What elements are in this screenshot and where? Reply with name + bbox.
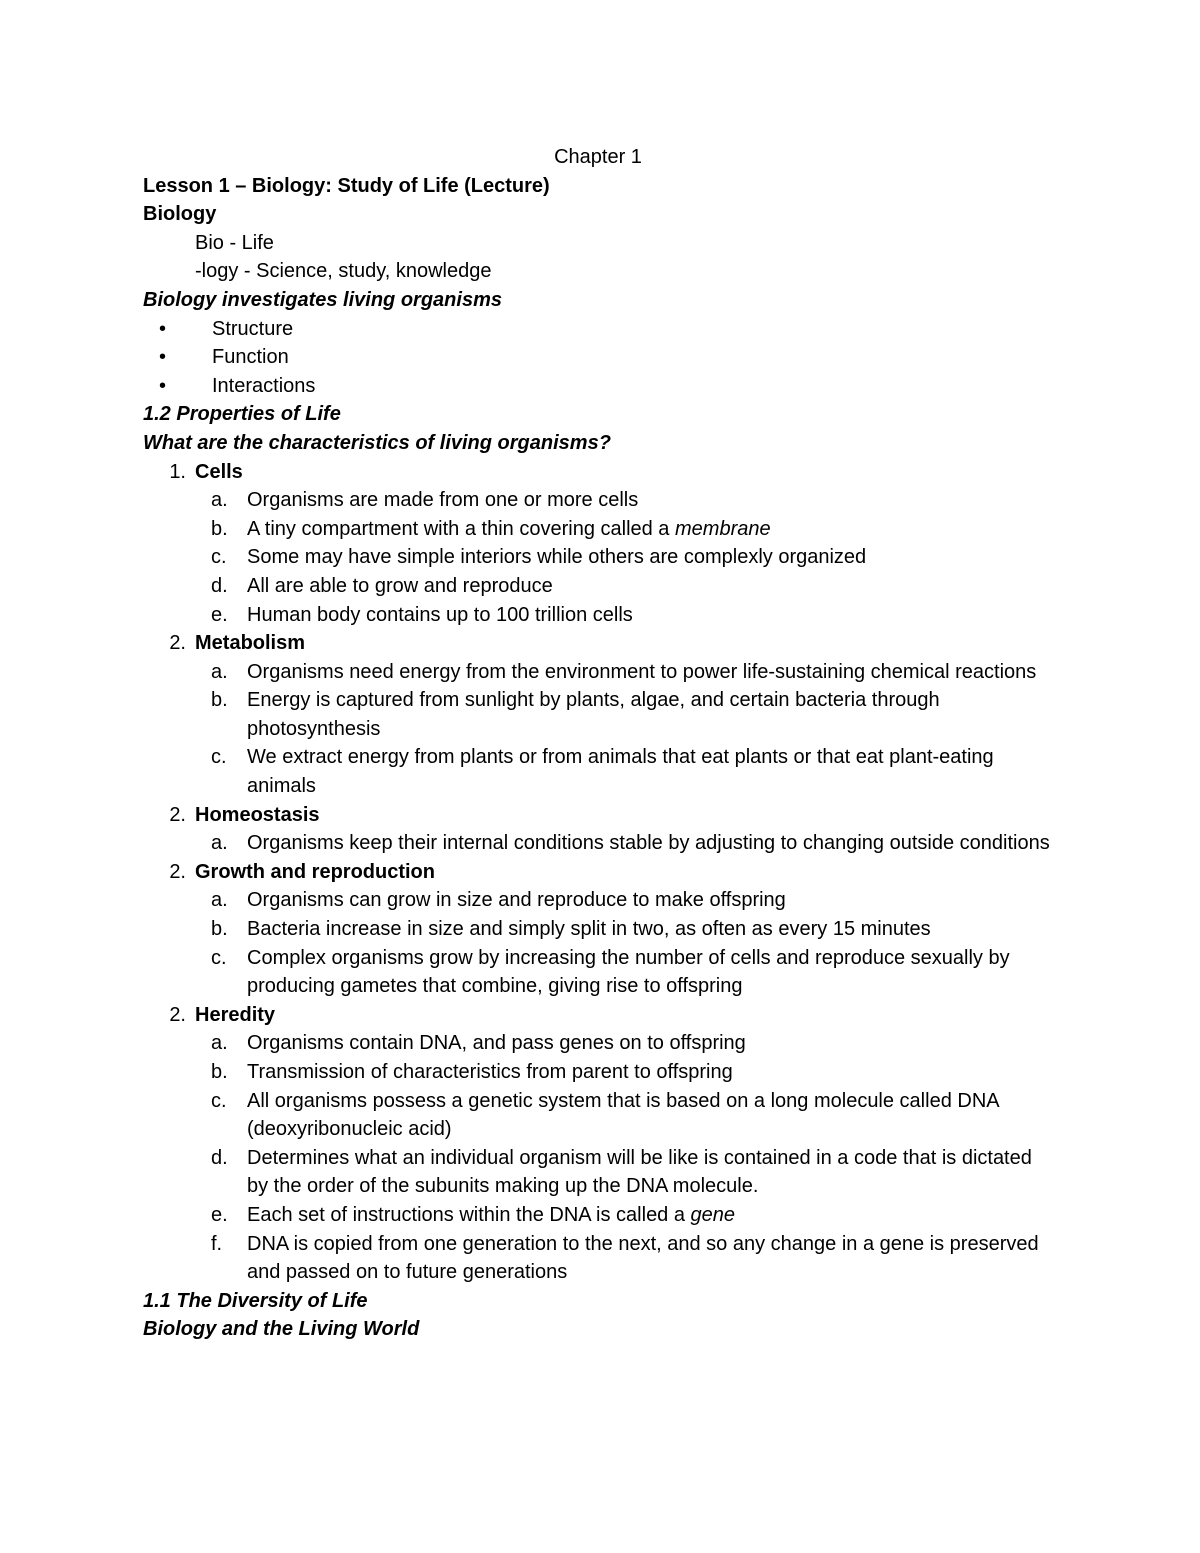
- bullet-text: Interactions: [212, 374, 316, 397]
- sub-item-text-wrap: [247, 1144, 1053, 1201]
- bullet-glyph: •: [159, 346, 167, 369]
- sub-item: [143, 1201, 1053, 1230]
- sub-item-letter: a.: [211, 660, 228, 683]
- sub-item-text: All are able to grow and reproduce: [247, 574, 553, 597]
- characteristics-question: What are the characteristics of living organisms?: [143, 431, 611, 454]
- item-number: 2.: [169, 803, 186, 826]
- sub-item-indent: [143, 601, 195, 630]
- sub-item-text: Human body contains up to 100 trillion cells: [247, 603, 633, 626]
- sub-item-text-wrap: [247, 486, 1053, 515]
- sub-item-letter: f.: [211, 1232, 223, 1255]
- sub-item-indent: [143, 944, 195, 1001]
- sub-item-indent: [143, 1058, 195, 1087]
- sub-item-indent: [143, 1029, 195, 1058]
- biology-heading: Biology: [143, 203, 217, 226]
- sub-item-indent: [143, 1087, 195, 1144]
- numbered-list: [143, 458, 1053, 1287]
- numbered-item: [143, 801, 1053, 830]
- chapter-title: Chapter 1: [554, 146, 642, 168]
- sub-item-letter: a.: [211, 889, 228, 912]
- sub-item-indent: [143, 1201, 195, 1230]
- sub-item: [143, 486, 1053, 515]
- numbered-item: [143, 629, 1053, 658]
- sub-item: [143, 1058, 1053, 1087]
- item-title: Metabolism: [195, 632, 306, 655]
- sub-item-text-wrap: [247, 543, 1053, 572]
- sub-item-text: Some may have simple interiors while others are complexly organized: [247, 546, 867, 569]
- item-title: Cells: [195, 460, 243, 483]
- sub-item-letter: a.: [211, 832, 228, 855]
- item-title: Homeostasis: [195, 803, 320, 826]
- sub-item-letter: c.: [211, 1089, 227, 1112]
- sub-item-letter: b.: [211, 1061, 228, 1083]
- sub-item-text: A tiny compartment with a thin covering called a: [247, 517, 675, 540]
- sub-item-text: Bacteria increase in size and simply split in two, as often as every 15 minutes: [247, 918, 931, 941]
- sub-item: [143, 1144, 1053, 1201]
- sub-item: [143, 915, 1053, 944]
- sub-item: [143, 886, 1053, 915]
- bullet-list: [143, 315, 1053, 401]
- sub-item-emphasis: gene: [690, 1203, 736, 1226]
- sub-item-letter: d.: [211, 1146, 228, 1169]
- sub-item-indent: [143, 572, 195, 601]
- sub-item-indent: [143, 658, 195, 687]
- sub-item: [143, 572, 1053, 601]
- sub-item-letter: c.: [211, 746, 227, 769]
- bullet-item: [143, 343, 1053, 372]
- section-properties-heading: 1.2 Properties of Life: [143, 403, 341, 426]
- item-number: 1.: [169, 460, 186, 483]
- sub-item: [143, 944, 1053, 1001]
- sub-item-text-wrap: [247, 601, 1053, 630]
- sub-item-emphasis: membrane: [675, 517, 771, 540]
- sub-item: [143, 543, 1053, 572]
- sub-item-indent: [143, 1144, 195, 1201]
- numbered-item: [143, 1001, 1053, 1030]
- sub-item-text: Transmission of characteristics from parent to offspring: [247, 1061, 733, 1083]
- sub-item-text-wrap: [247, 1230, 1053, 1287]
- sub-item-letter: e.: [211, 603, 228, 626]
- living-world-heading: Biology and the Living World: [143, 1318, 420, 1341]
- sub-item-text: Organisms are made from one or more cells: [247, 489, 639, 512]
- sub-item-letter: c.: [211, 546, 227, 569]
- sub-item-text-wrap: [247, 944, 1053, 1001]
- sub-item-letter: c.: [211, 946, 227, 969]
- sub-item-text-wrap: [247, 515, 1053, 544]
- logy-definition: -logy - Science, study, knowledge: [195, 260, 492, 283]
- sub-item-text-wrap: [247, 743, 1053, 800]
- lesson-title: Lesson 1 – Biology: Study of Life (Lecture): [143, 174, 550, 197]
- sub-item: [143, 743, 1053, 800]
- sub-item-text: Organisms need energy from the environment to power life-sustaining chemical reactions: [247, 660, 1037, 683]
- sub-item-text-wrap: [247, 829, 1053, 858]
- sub-item-text-wrap: [247, 686, 1053, 743]
- sub-item: [143, 829, 1053, 858]
- item-number: 2.: [169, 632, 186, 655]
- sub-item-text-wrap: [247, 1058, 1053, 1087]
- sub-item-text-wrap: [247, 915, 1053, 944]
- sub-item: [143, 601, 1053, 630]
- sub-item-text: Determines what an individual organism will be like is contained in a code that is dictated by the order of the subunits making up the DNA molecule.: [247, 1146, 1032, 1198]
- item-number: 2.: [169, 1003, 186, 1026]
- bullet-text: Structure: [212, 317, 294, 340]
- sub-item-text: Organisms can grow in size and reproduce to make offspring: [247, 889, 786, 912]
- sub-item-letter: a.: [211, 1032, 228, 1055]
- bullet-glyph: •: [159, 317, 167, 340]
- bullet-glyph: •: [159, 374, 167, 397]
- item-title: Growth and reproduction: [195, 860, 435, 883]
- sub-item-text: We extract energy from plants or from animals that eat plants or that eat plant-eating animals: [247, 746, 994, 798]
- sub-item-indent: [143, 829, 195, 858]
- section-diversity-heading: 1.1 The Diversity of Life: [143, 1289, 368, 1312]
- item-number: 2.: [169, 860, 186, 883]
- bullet-item: [143, 372, 1053, 401]
- sub-item-text: Energy is captured from sunlight by plants, algae, and certain bacteria through photosynthesis: [247, 689, 940, 740]
- sub-item-indent: [143, 543, 195, 572]
- sub-item: [143, 1087, 1053, 1144]
- sub-item-indent: [143, 915, 195, 944]
- sub-item-letter: b.: [211, 689, 228, 712]
- sub-item-text-wrap: [247, 658, 1053, 687]
- sub-item-text: All organisms possess a genetic system that is based on a long molecule called DNA (deoxyribonucleic acid): [247, 1089, 999, 1141]
- sub-item-text: DNA is copied from one generation to the next, and so any change in a gene is preserved and passed on to future generations: [247, 1232, 1039, 1284]
- sub-item-letter: d.: [211, 574, 228, 597]
- sub-item-text-wrap: [247, 886, 1053, 915]
- sub-item-indent: [143, 515, 195, 544]
- sub-item-text: Organisms contain DNA, and pass genes on to offspring: [247, 1032, 746, 1055]
- sub-item: [143, 1029, 1053, 1058]
- bio-definition: Bio - Life: [195, 231, 274, 254]
- sub-item-text: Organisms keep their internal conditions stable by adjusting to changing outside conditions: [247, 832, 1050, 855]
- sub-item-indent: [143, 886, 195, 915]
- sub-item-indent: [143, 686, 195, 743]
- sub-item-letter: b.: [211, 517, 228, 540]
- bullet-item: [143, 315, 1053, 344]
- sub-item-text-wrap: [247, 1029, 1053, 1058]
- sub-item-text-wrap: [247, 1087, 1053, 1144]
- sub-item-indent: [143, 1230, 195, 1287]
- sub-item-text: Each set of instructions within the DNA is called a: [247, 1203, 691, 1226]
- sub-item-indent: [143, 743, 195, 800]
- sub-item-text: Complex organisms grow by increasing the number of cells and reproduce sexually by producing gametes that combine, giving rise to offspring: [247, 946, 1010, 998]
- sub-item-letter: e.: [211, 1203, 228, 1226]
- numbered-item: [143, 458, 1053, 487]
- item-title: Heredity: [195, 1003, 276, 1026]
- sub-item-letter: a.: [211, 489, 228, 512]
- document-body: [143, 143, 1053, 1344]
- sub-item-letter: b.: [211, 918, 228, 941]
- bullet-text: Function: [212, 346, 289, 369]
- sub-item: [143, 515, 1053, 544]
- investigates-heading: Biology investigates living organisms: [143, 288, 502, 311]
- sub-item: [143, 658, 1053, 687]
- sub-item-text-wrap: [247, 572, 1053, 601]
- numbered-item: [143, 858, 1053, 887]
- sub-item-text-wrap: [247, 1201, 1053, 1230]
- sub-item-indent: [143, 486, 195, 515]
- sub-item: [143, 1230, 1053, 1287]
- sub-item: [143, 686, 1053, 743]
